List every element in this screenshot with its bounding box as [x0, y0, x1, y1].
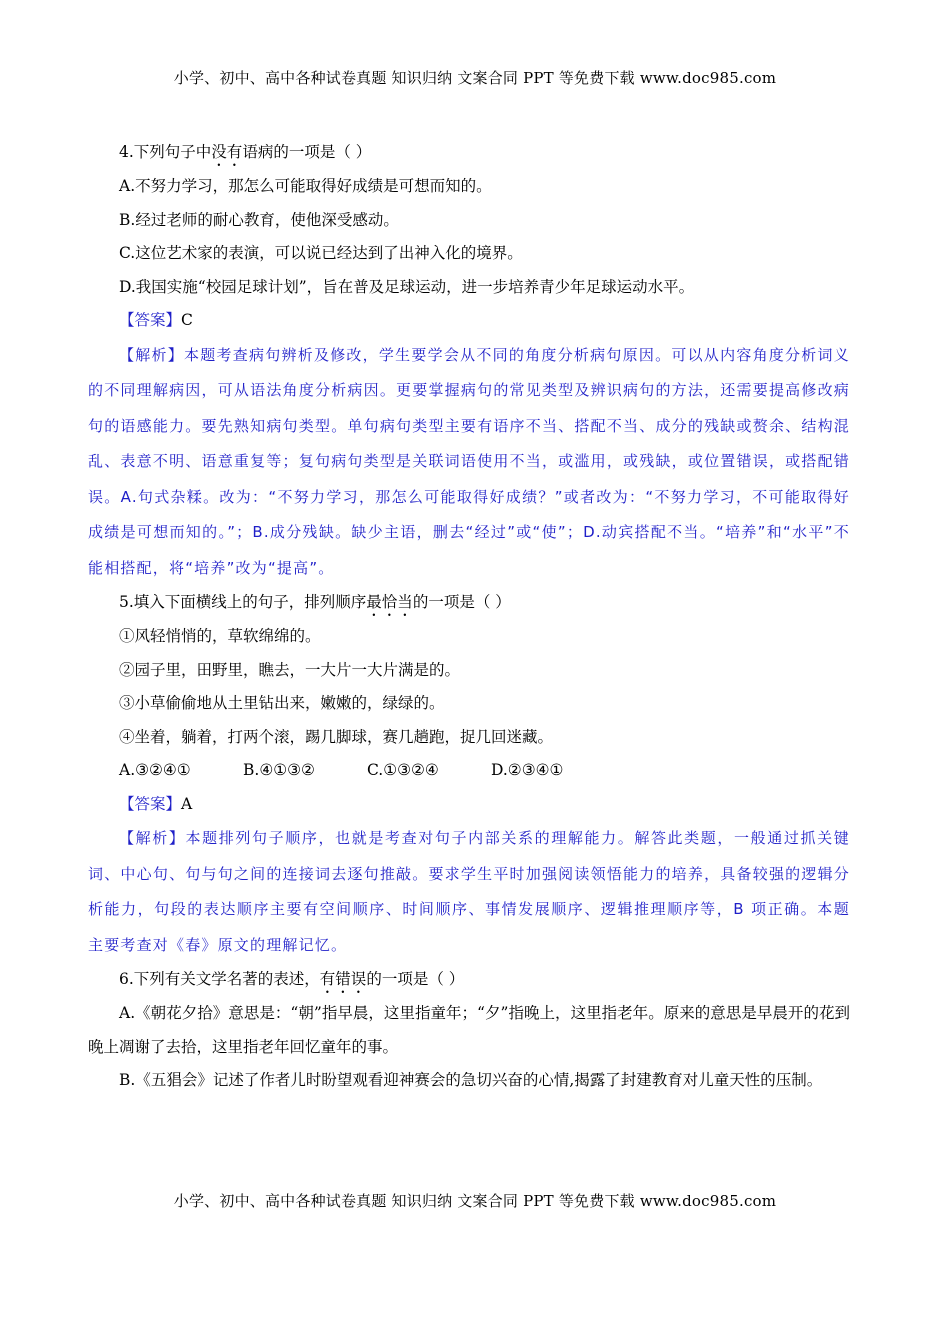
- q5-option-d: D.②③④①: [491, 761, 564, 779]
- page-footer: 小学、初中、高中各种试卷真题 知识归纳 文案合同 PPT 等免费下载 www.doc985.com: [173, 1192, 777, 1210]
- emphasis-dots: 最恰当: [366, 593, 413, 611]
- q5-option-c: C.①③②④: [367, 761, 439, 779]
- q5-sentence-4: ④坐着，躺着，打两个滚，踢几脚球，赛几趟跑，捉几回迷藏。: [119, 727, 554, 746]
- q5-sentence-2: ②园子里，田野里，瞧去，一大片一大片满是的。: [119, 660, 461, 679]
- question-6-stem: 6.下列有关文学名著的表述，有错误的一项是（ ）: [119, 970, 465, 988]
- q4-option-b: B.经过老师的耐心教育，使他深受感动。: [119, 210, 399, 229]
- q5-option-b: B.④①③②: [243, 761, 315, 779]
- q5-option-a: A.③②④①: [119, 761, 191, 779]
- q4-option-c: C.这位艺术家的表演，可以说已经达到了出神入化的境界。: [119, 244, 523, 262]
- page-header: 小学、初中、高中各种试卷真题 知识归纳 文案合同 PPT 等免费下载 www.doc985.com: [173, 69, 777, 87]
- question-5-stem: 5.填入下面横线上的句子，排列顺序最恰当的一项是（ ）: [119, 593, 511, 611]
- q5-analysis: 【解析】本题排列句子顺序，也就是考查对句子内部关系的理解能力。解答此类题，一般通过抓关键词、中心句、句与句之间的连接词去逐句推敲。要求学生平时加强阅读领悟能力的培养，具备较强的逻辑分析能力，句段的表达顺序主要有空间顺序、时间顺序、事情发展顺序、逻辑推理顺序等，B 项正确。本题主要考查对《春》原文的理解记忆。: [88, 829, 850, 954]
- q4-option-d: D.我国实施“校园足球计划”，旨在普及足球运动，进一步培养青少年足球运动水平。: [119, 277, 695, 296]
- q4-option-a: A.不努力学习，那怎么可能取得好成绩是可想而知的。: [119, 177, 492, 195]
- q5-sentence-1: ①风轻悄悄的，草软绵绵的。: [119, 627, 321, 645]
- q4-answer: 【答案】C: [119, 311, 193, 329]
- q5-sentence-3: ③小草偷偷地从土里钻出来，嫩嫩的，绿绿的。: [119, 694, 445, 712]
- q4-analysis: 【解析】本题考查病句辨析及修改，学生要学会从不同的角度分析病句原因。可以从内容角度分析词义的不同理解病因，可从语法角度分析病因。更要掌握病句的常见类型及辨识病句的方法，还需要提高修改病句的语感能力。要先熟知病句类型。单句病句类型主要有语序不当、搭配不当、成分的残缺或赘余、结构混乱、表意不明、语意重复等；复句病句类型是关联词语使用不当，或滥用，或残缺，或位置错误，或搭配错误。A.句式杂糅。改为：“不努力学习，那怎么可能取得好成绩？”或者改为：“不努力学习，不可能取得好成绩是可想而知的。”；B.成分残缺。缺少主语，删去“经过”或“使”；D.动宾搭配不当。“培养”和“水平”不能相搭配，将“培养”改为“提高”。: [88, 345, 850, 577]
- question-4-stem: 4.下列句子中没有语病的一项是（ ）: [119, 143, 372, 161]
- q6-option-a: A.《朝花夕拾》意思是：“朝”指早晨，这里指童年；“夕”指晚上，这里指老年。原来的意思是早晨开的花到晚上凋谢了去拾，这里指老年回忆童年的事。: [88, 1004, 850, 1056]
- emphasis-dots: 没有: [211, 143, 243, 161]
- q5-answer: 【答案】A: [119, 794, 193, 813]
- q6-option-b: B.《五猖会》记述了作者儿时盼望观看迎神赛会的急切兴奋的心情,揭露了封建教育对儿童天性的压制。: [119, 1071, 823, 1089]
- document-body: [88, 136, 850, 1098]
- emphasis-dots: 有错误: [319, 970, 367, 988]
- q5-options: [88, 754, 850, 788]
